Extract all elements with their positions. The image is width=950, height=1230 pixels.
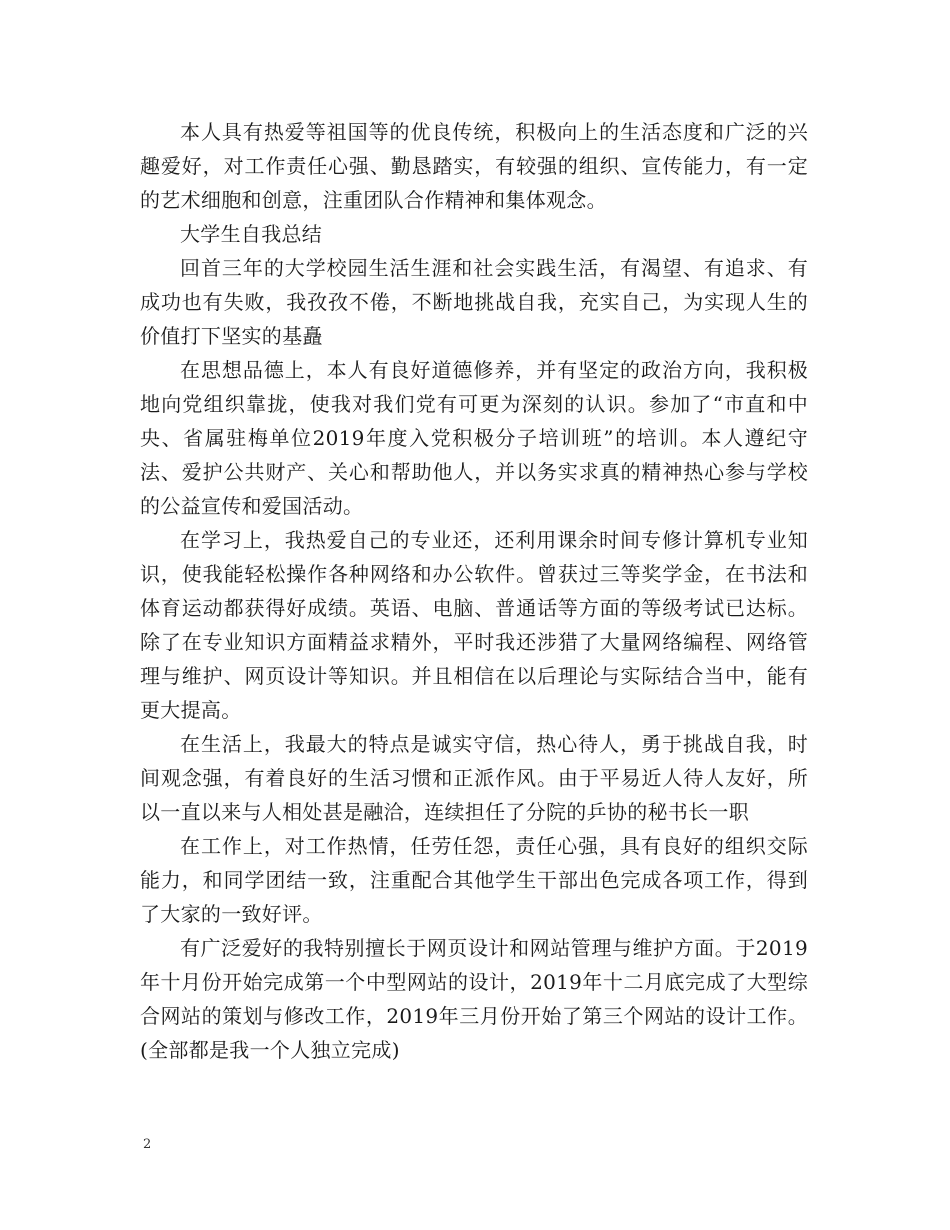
paragraph-hobbies: 有广泛爱好的我特别擅长于网页设计和网站管理与维护方面。于2019年十月份开始完成第一个中型网站的设计，2019年十二月底完成了大型综合网站的策划与修改工作，2019年三月份开始了第三个网站的设计工作。(全部都是我一个人独立完成) [140,936,808,1062]
paragraph-study: 在学习上，我热爱自己的专业还，还利用课余时间专修计算机专业知识，使我能轻松操作各种网络和办公软件。曾获过三等奖学金，在书法和体育运动都获得好成绩。英语、电脑、普通话等方面的等级考试已达标。除了在专业知识方面精益求精外，平时我还涉猎了大量网络编程、网络管理与维护、网页设计等知识。并且相信在以后理论与实际结合当中，能有更大提高。 [140,528,808,722]
paragraph-review: 回首三年的大学校园生活生涯和社会实践生活，有渴望、有追求、有成功也有失败，我孜孜不倦，不断地挑战自我，充实自己，为实现人生的价值打下坚实的基矗 [140,256,808,348]
page-number: 2 [143,1137,152,1152]
paragraph-life: 在生活上，我最大的特点是诚实守信，热心待人，勇于挑战自我，时间观念强，有着良好的生活习惯和正派作风。由于平易近人待人友好，所以一直以来与人相处甚是融洽，连续担任了分院的乒协的秘书长一职 [140,732,808,824]
document-body [140,115,808,1067]
paragraph-work: 在工作上，对工作热情，任劳任怨，责任心强，具有良好的组织交际能力，和同学团结一致，注重配合其他学生干部出色完成各项工作，得到了大家的一致好评。 [140,834,808,926]
paragraph-intro: 本人具有热爱等祖国等的优良传统，积极向上的生活态度和广泛的兴趣爱好，对工作责任心强、勤恳踏实，有较强的组织、宣传能力，有一定的艺术细胞和创意，注重团队合作精神和集体观念。 [140,120,808,212]
paragraph-ideology: 在思想品德上，本人有良好道德修养，并有坚定的政治方向，我积极地向党组织靠拢，使我对我们党有可更为深刻的认识。参加了“市直和中央、省属驻梅单位2019年度入党积极分子培训班”的培训。本人遵纪守法、爱护公共财产、关心和帮助他人，并以务实求真的精神热心参与学校的公益宣传和爱国活动。 [140,358,808,518]
section-heading: 大学生自我总结 [180,222,323,246]
